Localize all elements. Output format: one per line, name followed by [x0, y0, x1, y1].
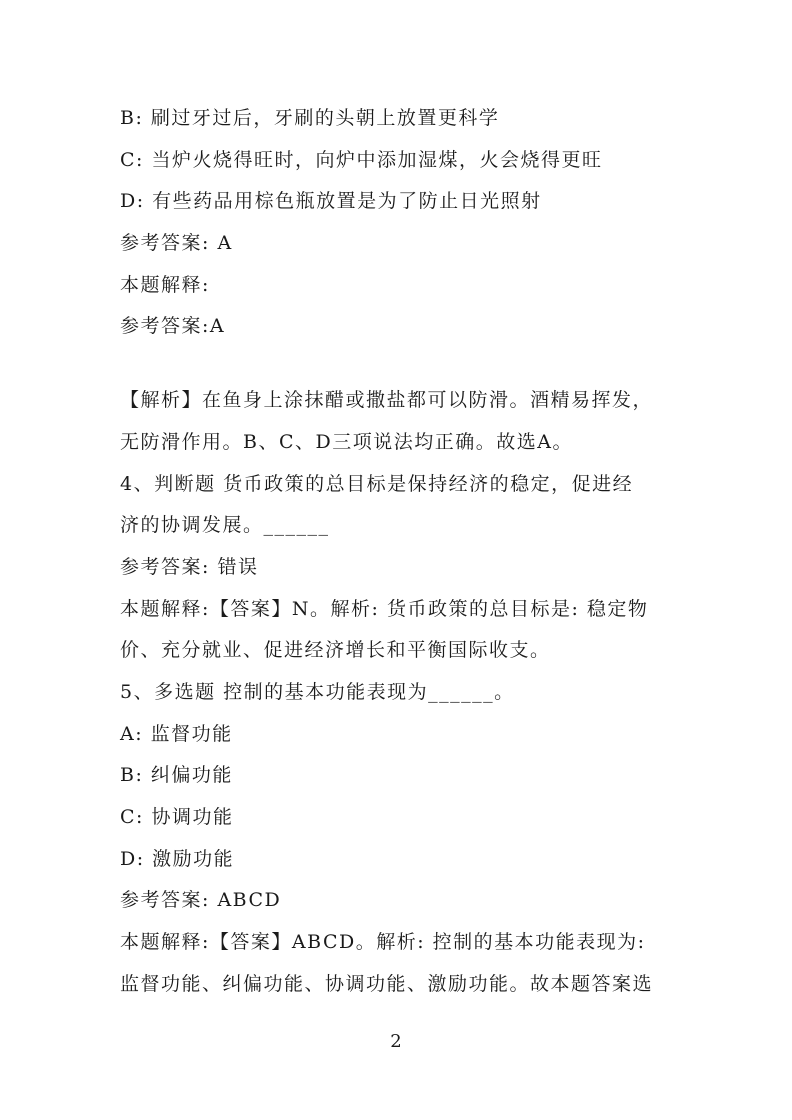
option-c: C: 当炉火烧得旺时，向炉中添加湿煤，火会烧得更旺	[120, 148, 603, 171]
question-4-explanation-2: 价、充分就业、促进经济增长和平衡国际收支。	[120, 639, 551, 662]
question-5-option-b: B: 纠偏功能	[120, 764, 233, 787]
reference-answer: 参考答案: A	[120, 232, 233, 255]
analysis-line-2: 无防滑作用。B、C、D三项说法均正确。故选A。	[120, 430, 573, 453]
question-5-explanation-2: 监督功能、纠偏功能、协调功能、激励功能。故本题答案选	[120, 972, 654, 995]
question-5-option-a: A: 监督功能	[120, 722, 233, 745]
question-5-answer: 参考答案: ABCD	[120, 889, 282, 912]
question-4-line-1: 4、判断题 货币政策的总目标是保持经济的稳定，促进经	[120, 472, 634, 495]
reference-answer-repeat: 参考答案:A	[120, 315, 226, 338]
page-content	[120, 98, 680, 1005]
question-5-explanation-1: 本题解释:【答案】ABCD。解析: 控制的基本功能表现为:	[120, 931, 646, 954]
question-4-explanation-1: 本题解释:【答案】N。解析: 货币政策的总目标是: 稳定物	[120, 597, 649, 620]
question-4-line-2: 济的协调发展。______	[120, 514, 330, 537]
question-5-option-d: D: 激励功能	[120, 847, 235, 870]
question-5: 5、多选题 控制的基本功能表现为______。	[120, 680, 515, 703]
explanation-label: 本题解释:	[120, 273, 210, 296]
analysis-line-1: 【解析】在鱼身上涂抹醋或撒盐都可以防滑。酒精易挥发，	[120, 389, 654, 412]
page-number: 2	[390, 1031, 402, 1052]
paragraph-gap	[120, 348, 680, 380]
option-b: B: 刷过牙过后，牙刷的头朝上放置更科学	[120, 107, 500, 129]
option-d: D: 有些药品用棕色瓶放置是为了防止日光照射	[120, 190, 542, 213]
question-5-option-c: C: 协调功能	[120, 806, 234, 828]
question-4-answer: 参考答案: 错误	[120, 555, 259, 578]
